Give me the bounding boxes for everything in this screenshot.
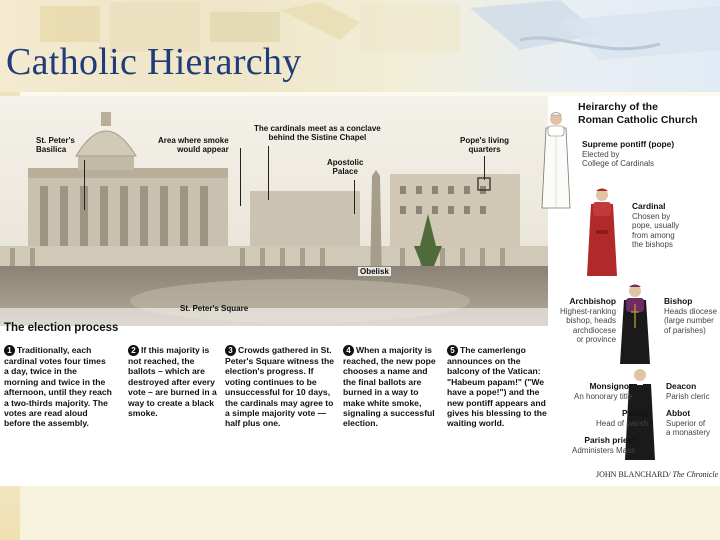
election-step xyxy=(4,345,112,429)
rank-pope xyxy=(582,140,674,169)
bishop-figure xyxy=(616,282,654,366)
rank-name: Deacon xyxy=(666,381,697,391)
rank-bishop xyxy=(664,297,717,335)
rank-desc: Head of parish xyxy=(596,418,649,428)
step-text: The camerlengo announces on the balcony of the Vatican: "Habeum papam!" ("We have a pope!") and the new pontiff appears and gives his blessing to the waiting world. xyxy=(447,345,547,429)
election-step xyxy=(128,345,220,418)
label-basilica: St. Peter's Basilica xyxy=(36,136,75,154)
hierarchy-title xyxy=(578,101,698,127)
step-text: If this majority is not reached, the ballots – which are destroyed after every vote – are burned in a way to create a black smoke. xyxy=(128,345,217,419)
rank-desc: Chosen by pope, usually from among the bishops xyxy=(632,211,680,250)
rank-abbot xyxy=(666,409,710,438)
rank-name: Abbot xyxy=(666,408,691,418)
label-pope-quarters: Pope's living quarters xyxy=(460,136,510,154)
step-number: 3 xyxy=(225,345,236,356)
step-text: Traditionally, each cardinal votes four times a day, twice in the morning and twice in the afternoon, until they reach a two-thirds majority. The votes are read aloud before the assembly. xyxy=(4,345,112,429)
leader-conclave xyxy=(268,146,269,200)
label-st-peters-square: St. Peter's Square xyxy=(180,304,249,313)
rank-desc: Heads diocese (large number of parishes) xyxy=(664,306,717,335)
image-credit xyxy=(596,470,718,479)
rank-name: Bishop xyxy=(664,296,693,306)
step-number: 4 xyxy=(343,345,354,356)
label-smoke-area: Area where smoke would appear xyxy=(158,136,229,154)
rank-parish-priest xyxy=(572,436,635,455)
step-text: When a majority is reached, the new pope chooses a name and the final ballots are burned in a way to make white smoke, signaling a successful election. xyxy=(343,345,436,429)
election-step xyxy=(225,345,337,429)
rank-desc: Superior of a monastery xyxy=(666,418,711,438)
rank-desc: An honorary title xyxy=(574,391,633,401)
step-number: 2 xyxy=(128,345,139,356)
rank-desc: Highest-ranking bishop, heads archdiocese or province xyxy=(560,306,617,345)
election-process-title: The election process xyxy=(4,322,119,334)
rank-desc: Elected by College of Cardinals xyxy=(582,149,655,169)
credit-name: JOHN BLANCHARD xyxy=(596,470,669,479)
hierarchy-title-line1: Heirarchy of the xyxy=(578,101,658,113)
step-number: 5 xyxy=(447,345,458,356)
label-apostolic-palace: Apostolic Palace xyxy=(327,158,364,176)
leader-basilica xyxy=(84,160,85,210)
rank-name: Monsignor xyxy=(589,381,633,391)
label-obelisk: Obelisk xyxy=(360,267,389,276)
rank-name: Parish priest xyxy=(584,435,636,445)
credit-paper: / The Chronicle xyxy=(668,470,719,479)
rank-monsignor xyxy=(574,382,632,401)
step-text: Crowds gathered in St. Peter's Square witness the election's progress. If voting continues to be unsuccessful for 10 days, the cardinals may agree to a simple majority vote — half plus one. xyxy=(225,345,335,429)
cardinal-figure xyxy=(584,186,620,278)
rank-name: Pastor xyxy=(621,408,649,418)
rank-pastor xyxy=(596,409,648,428)
infographic xyxy=(0,96,720,486)
rank-name: Archbishop xyxy=(569,296,617,306)
pope-figure xyxy=(538,110,574,210)
rank-cardinal xyxy=(632,202,679,250)
label-conclave: The cardinals meet as a conclave behind the Sistine Chapel xyxy=(254,124,381,142)
election-step xyxy=(343,345,441,429)
rank-desc: Parish cleric xyxy=(666,391,710,401)
leader-palace xyxy=(354,180,355,214)
step-number: 1 xyxy=(4,345,15,356)
leader-pope-quarters xyxy=(484,156,485,180)
rank-deacon xyxy=(666,382,710,401)
hierarchy-title-line2: Roman Catholic Church xyxy=(578,114,698,126)
rank-name: Supreme pontiff (pope) xyxy=(582,139,675,149)
rank-archbishop xyxy=(560,297,616,345)
leader-smoke xyxy=(240,148,241,206)
election-step xyxy=(447,345,547,429)
slide-title: Catholic Hierarchy xyxy=(6,41,302,83)
rank-desc: Administers Mass xyxy=(572,445,636,455)
rank-name: Cardinal xyxy=(632,201,666,211)
hierarchy-panel xyxy=(534,96,720,486)
